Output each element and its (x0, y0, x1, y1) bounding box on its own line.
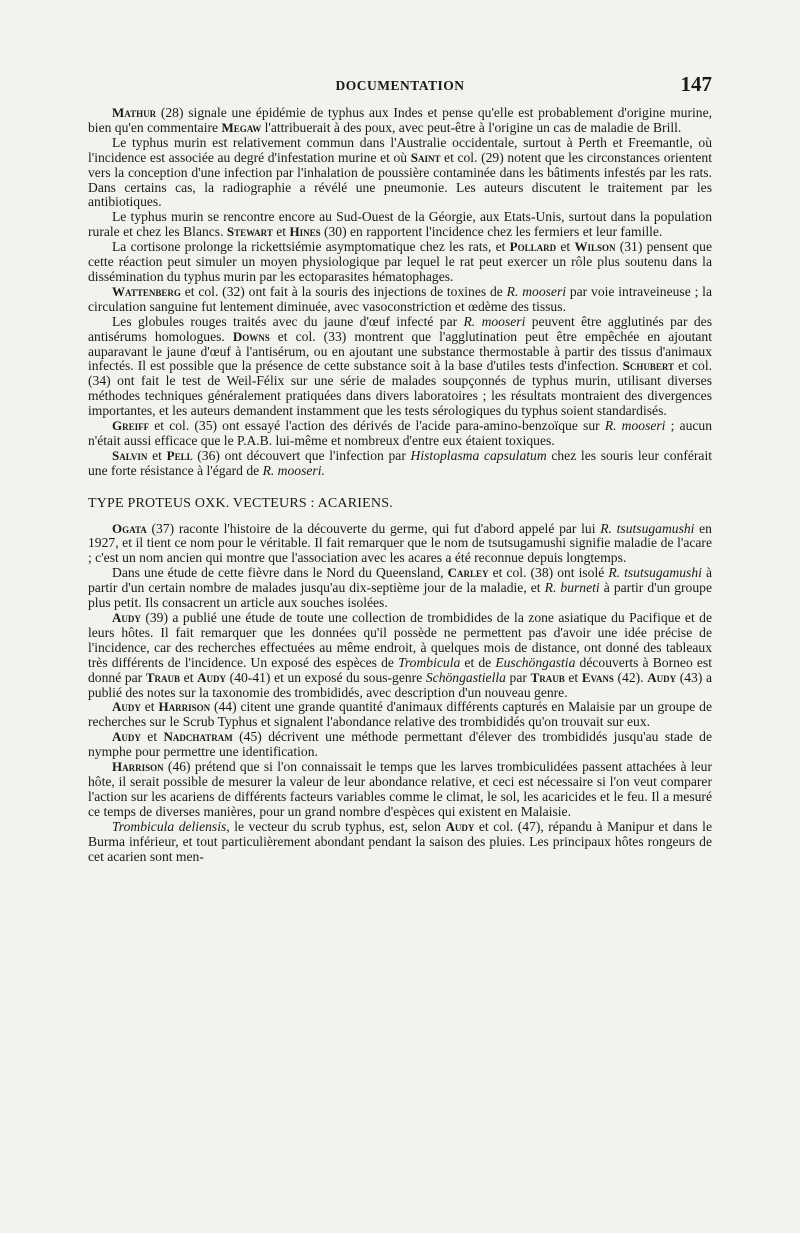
text-run: et col. (47), répandu à Manipur et dans le Burma inférieur, et tout particulièrement abondant pendant la saison des pluies. Les principaux hôtes rongeurs de cet acarien sont men- (88, 818, 712, 864)
paragraph (88, 760, 712, 820)
author-name: Audy (112, 729, 141, 745)
author-name: Audy (647, 669, 677, 685)
author-name: Hines (289, 224, 321, 240)
text-run: (43) a publié des notes sur la taxonomie des trombididés, avec description d'un nouveau genre. (88, 669, 713, 700)
italic-term: Trombicula (398, 654, 461, 670)
italic-term: Histoplasma capsulatum (410, 447, 547, 463)
text-run: et (140, 699, 159, 715)
paragraph (88, 449, 712, 479)
italic-term: R. mooseri (604, 418, 666, 434)
text-run: La cortisone prolonge la rickettsiémie asymptomatique chez les rats, et (112, 239, 510, 255)
text-run: (40-41) et un exposé du sous-genre (226, 669, 426, 685)
text-run: à partir d'un certain nombre de malades jusqu'au dix-septième jour de la maladie, et (88, 565, 712, 596)
author-name: Audy (197, 669, 227, 685)
author-name: Salvin (112, 447, 148, 463)
text-run: et (140, 729, 164, 745)
text-run: (28) signale une épidémie de typhus aux Indes et pense qu'elle est probablement d'origine murine, bien qu'en commentaire (88, 105, 712, 135)
author-name: Pollard (509, 239, 557, 255)
author-name: Downs (232, 328, 270, 344)
paragraph (88, 419, 712, 449)
text-run: , le vecteur du scrub typhus, est, selon (226, 818, 446, 834)
italic-term: R. mooseri (506, 283, 567, 299)
author-name: Wattenberg (112, 283, 181, 299)
author-name: Traub (530, 669, 565, 685)
text-run: Les globules rouges traités avec du jaune d'œuf infecté par (112, 313, 464, 329)
text-run: chez les souris leur conférait une forte résistance à l'égard de (88, 447, 713, 478)
text-run: par (505, 669, 531, 685)
italic-term: R. tsutsugamushi (608, 565, 702, 581)
text-run: Le typhus murin se rencontre encore au Sud-Ouest de la Géorgie, aux Etats-Unis, surtout dans la population rurale et chez les Blancs. (88, 209, 712, 240)
author-name: Harrison (158, 699, 211, 715)
paragraph (88, 700, 712, 730)
text-run: découverts à Borneo est donné par (88, 654, 712, 685)
text-run: (46) prétend que si l'on connaissait le temps que les larves trombiculidées passent attachées à leur hôte, il serait possible de mesurer la valeur de leur abondance relative, et ceci est nécessaire si l'on veut comparer l'action sur les acariens de différents facteurs variables comme le climat, le sol, les acaricides et le feu. Il a mesuré ce temps de diverses manières, pour un grand nombre d'espèces qui existent en Malaisie. (88, 759, 712, 819)
paragraph (88, 522, 712, 567)
author-name: Pell (166, 447, 193, 463)
body-text (88, 106, 712, 864)
text-run: (31) pensent que cette réaction peut simuler un moyen physiologique par lequel le rat peut exercer un rôle plus soutenu dans la dissémination du typhus murin par les ectoparasites hématophages. (88, 239, 712, 284)
author-name: Audy (112, 699, 141, 715)
paragraph (88, 566, 712, 611)
text-run: et col. (35) ont essayé l'action des dérivés de l'acide para-amino-benzoïque sur (149, 418, 605, 434)
paragraph (88, 315, 712, 419)
text-run: (42). (613, 669, 648, 685)
paragraph (88, 820, 712, 865)
page-header (88, 74, 712, 98)
text-run: à partir d'un groupe plus petit. Ils consacrent un article aux souches isolées. (88, 580, 712, 611)
paragraph (88, 611, 712, 700)
paragraph (88, 106, 712, 136)
text-run: l'attribuerait à des poux, avec peut-être à l'origine un cas de maladie de Brill. (261, 119, 682, 135)
author-name: Nadchatram (163, 729, 233, 745)
text-run: et de (460, 654, 496, 670)
text-run: (45) décrivent une méthode permettant d'élever des trombididés jusqu'au stade de nymphe pour permettre une identification. (88, 729, 712, 760)
author-name: Traub (145, 669, 181, 685)
section-heading: TYPE PROTEUS OXK. VECTEURS : ACARIENS. (88, 495, 393, 511)
text-run: et (272, 224, 290, 240)
text-run: ; aucun n'était aussi efficace que le P.A.B. lui-même et nombreux d'entre eux étaient toxiques. (88, 418, 712, 448)
author-name: Mathur (112, 105, 157, 120)
page-number: 147 (680, 72, 712, 96)
author-name: Audy (445, 818, 475, 834)
author-name: Carley (447, 565, 489, 581)
author-name: Saint (410, 149, 441, 165)
italic-term: R. mooseri. (262, 462, 325, 478)
text-run: et col. (34) ont fait le test de Weil-Félix sur une série de malades soupçonnés de typhus murin, utilisant diverses méthodes techniques généralement pratiquées dans divers laboratoires ; les résultats montraient des divergences importantes, et les auteurs demandent instamment que les tests sérologiques du typhus soient standardisés. (88, 358, 712, 419)
text-run: Le typhus murin est relativement commun dans l'Australie occidentale, surtout à Perth et Freemantle, où l'incidence est associée au degré d'infestation murine et où (88, 134, 712, 165)
italic-term: R. tsutsugamushi (600, 520, 695, 536)
author-name: Evans (581, 669, 614, 685)
author-name: Stewart (226, 224, 273, 240)
paragraph (88, 240, 712, 285)
paragraph (88, 285, 712, 315)
text-run: et col. (32) ont fait à la souris des injections de toxines de (180, 283, 507, 299)
text-run: par voie intraveineuse ; la circulation sanguine fut lentement diminuée, avec vasoconstriction et œdème des tissus. (88, 283, 712, 314)
author-name: Ogata (112, 520, 147, 536)
text-run: et (556, 239, 575, 255)
text-run: et col. (29) notent que les circonstances orientent vers la conception d'une infection par l'inhalation de poussière contaminée dans les bâtiments infestés par les rats. Dans certains cas, la radiographie a révélé une pneumonie. Les auteurs discutent le traitement par les antibiotiques. (88, 149, 713, 210)
paragraph (88, 730, 712, 760)
author-name: Wilson (574, 239, 616, 255)
italic-term: R. mooseri (463, 313, 526, 329)
text-run: et col. (38) ont isolé (488, 565, 609, 581)
text-run: (36) ont découvert que l'infection par (192, 447, 411, 463)
paragraph (88, 136, 712, 211)
italic-term: Schöngastiella (425, 669, 506, 685)
author-name: Schubert (622, 358, 675, 374)
author-name: Megaw (221, 119, 262, 135)
text-run: et (180, 669, 198, 685)
paragraph (88, 210, 712, 240)
author-name: Audy (112, 610, 141, 625)
text-run: Dans une étude de cette fièvre dans le Nord du Queensland, (112, 565, 448, 581)
text-run: en 1927, et il tient ce nom pour le véritable. Il fait remarquer que le nom de tsutsugamushi signifie maladie de l'acare ; c'est un nom ancien qui montre que l'association avec les acares a été reconnue depuis longtemps. (88, 520, 712, 566)
text-run: (44) citent une grande quantité d'animaux différents capturés en Malaisie par un groupe de recherches sur le Scrub Typhus et signalent l'abondance relative des trombididés qu'on trouvait sur eux. (88, 699, 713, 730)
author-name: Greiff (112, 418, 150, 434)
italic-term: Euschöngastia (495, 654, 576, 670)
text-run: (37) raconte l'histoire de la découverte du germe, qui fut d'abord appelé par lui (146, 520, 601, 536)
text-run: (30) en rapportent l'incidence chez les fermiers et leur famille. (320, 224, 663, 240)
author-name: Harrison (112, 759, 164, 775)
italic-term: R. burneti (544, 580, 600, 596)
italic-term: Trombicula deliensis (112, 818, 227, 834)
text-run: et col. (33) montrent que l'agglutination peut être empêchée en ajoutant auparavant le jaune d'œuf à l'antisérum, ou en ajoutant une substance thermostable à partir des tissus d'animaux infectés. Il est possible que la présence de cette substance soit à la base d'utiles tests d'infection. (88, 328, 712, 374)
text-run: (39) a publié une étude de toute une collection de trombidides de la zone asiatique du Pacifique et de leurs hôtes. Il fait remarquer que les données qu'il possède ne permettent pas d'avoir une idée précise de l'incidence, car des recherches effectuées au même endroit, à quelques mois de distance, ont donné des tableaux très différents de l'incidence. Un exposé des espèces de (88, 610, 712, 670)
text-run: et (147, 447, 167, 463)
text-run: peuvent être agglutinés par des antisérums homologues. (88, 313, 712, 344)
text-run: et (564, 669, 582, 685)
running-title: DOCUMENTATION (335, 78, 465, 93)
